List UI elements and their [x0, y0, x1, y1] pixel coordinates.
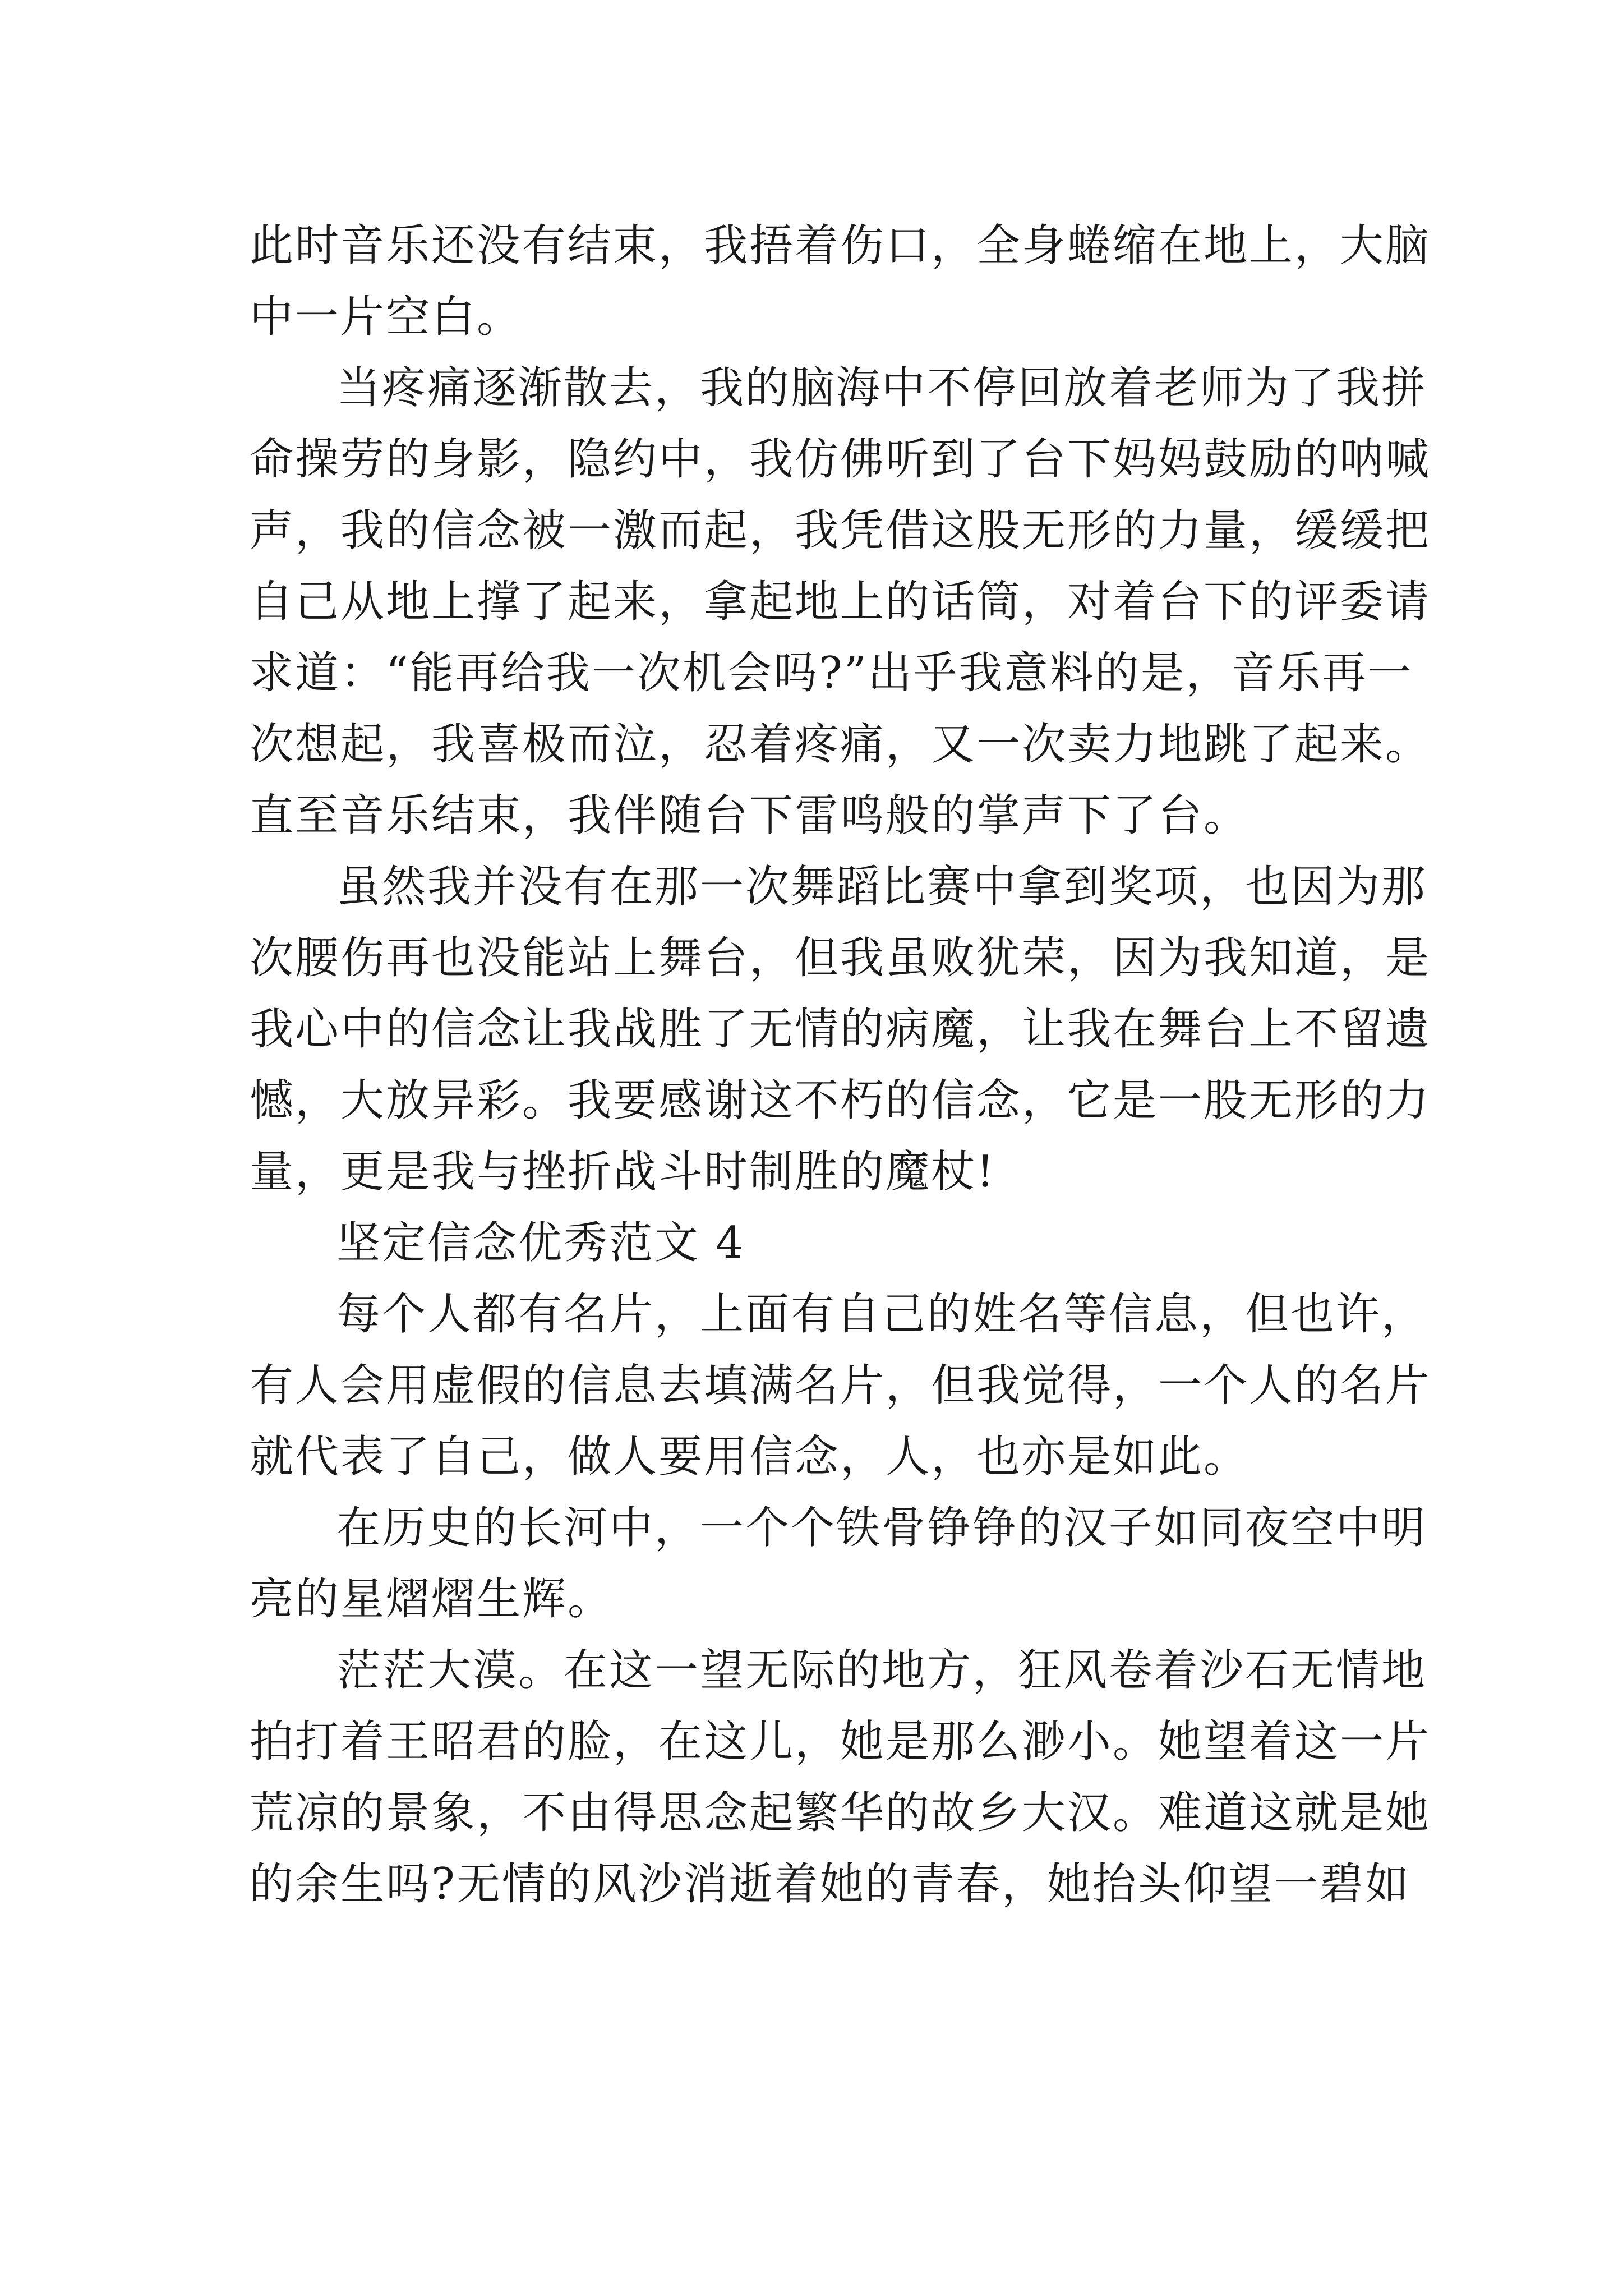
- text-line-20: 亮的星熠熠生辉。: [250, 1574, 614, 1625]
- text-line-13: 憾，大放异彩。我要感谢这不朽的信念，它是一股无形的力: [250, 1075, 1431, 1126]
- text-line-4: 命操劳的身影，隐约中，我仿佛听到了台下妈妈鼓励的呐喊: [250, 434, 1431, 485]
- paragraph-start-line-19: 在历史的长河中，一个个铁骨铮铮的汉子如同夜空中明: [336, 1503, 1427, 1553]
- section-heading: 坚定信念优秀范文 4: [336, 1218, 745, 1268]
- text-line-1: 此时音乐还没有结束，我捂着伤口，全身蜷缩在地上，大脑: [250, 220, 1431, 271]
- text-line-5: 声，我的信念被一激而起，我凭借这股无形的力量，缓缓把: [250, 505, 1431, 556]
- text-line-22: 拍打着王昭君的脸，在这儿，她是那么渺小。她望着这一片: [250, 1717, 1431, 1767]
- text-line-17: 有人会用虚假的信息去填满名片，但我觉得，一个人的名片: [250, 1360, 1431, 1411]
- text-line-9: 直至音乐结束，我伴随台下雷鸣般的掌声下了台。: [250, 790, 1249, 841]
- text-line-6: 自己从地上撑了起来，拿起地上的话筒，对着台下的评委请: [250, 577, 1431, 627]
- text-line-23: 荒凉的景象，不由得思念起繁华的故乡大汉。难道这就是她: [250, 1788, 1431, 1838]
- text-line-14: 量，更是我与挫折战斗时制胜的魔杖!: [250, 1147, 996, 1197]
- text-line-11: 次腰伤再也没能站上舞台，但我虽败犹荣，因为我知道，是: [250, 933, 1431, 983]
- text-line-2: 中一片空白。: [250, 292, 523, 342]
- paragraph-start-line-10: 虽然我并没有在那一次舞蹈比赛中拿到奖项，也因为那: [336, 862, 1427, 912]
- paragraph-start-line-21: 茫茫大漠。在这一望无际的地方，狂风卷着沙石无情地: [336, 1645, 1427, 1696]
- text-line-12: 我心中的信念让我战胜了无情的病魔，让我在舞台上不留遗: [250, 1004, 1431, 1055]
- paragraph-start-line-3: 当疼痛逐渐散去，我的脑海中不停回放着老师为了我拼: [336, 363, 1427, 413]
- text-line-8: 次想起，我喜极而泣，忍着疼痛，又一次卖力地跳了起来。: [250, 719, 1431, 770]
- text-line-18: 就代表了自己，做人要用信念，人，也亦是如此。: [250, 1432, 1249, 1482]
- text-line-7: 求道：“能再给我一次机会吗?”出乎我意料的是，音乐再一: [250, 648, 1413, 698]
- paragraph-start-line-16: 每个人都有名片，上面有自己的姓名等信息，但也许，: [336, 1289, 1427, 1340]
- text-line-24: 的余生吗?无情的风沙消逝着她的青春，她抬头仰望一碧如: [250, 1859, 1410, 1910]
